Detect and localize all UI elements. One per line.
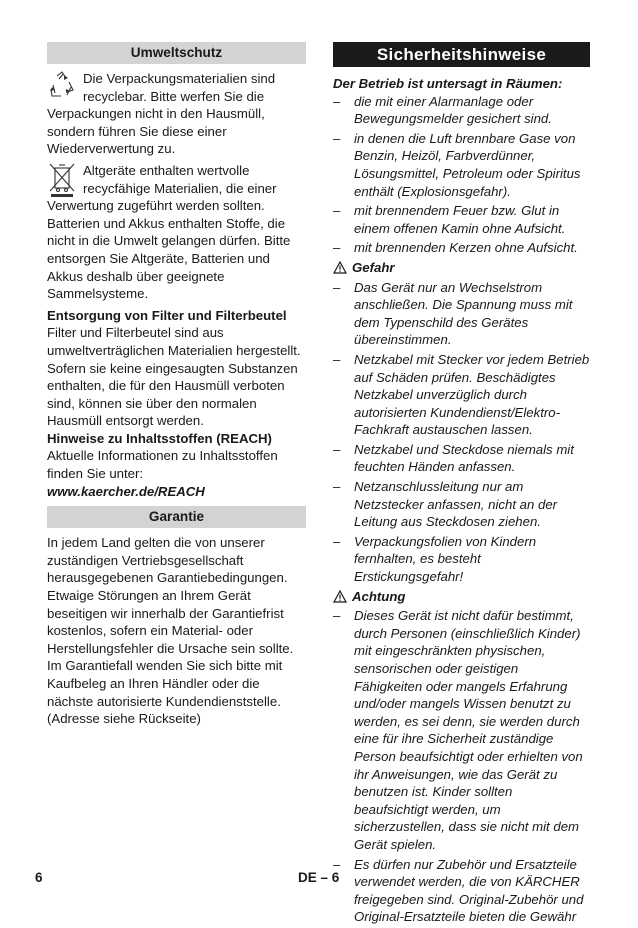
crossed-bin-icon — [47, 162, 79, 196]
list-item: – Es dürfen nur Zubehör und Ersatzteile verwendet werden, die von KÄRCHER freigegeben sind. Original-Zubehör und Original-Ersatzteile bieten die Gewähr — [333, 856, 584, 925]
filter-text: Filter und Filterbeutel sind aus umweltverträglichen Materialien hergestellt. — [47, 325, 301, 358]
achtung-list — [333, 607, 590, 926]
umwelt-text-1: Die Verpackungsmaterialien sind recyclebar. Bitte werfen Sie die Verpackungen nicht in den Hausmüll, sondern führen Sie diese einer Wiederverwertung zu. — [47, 71, 276, 157]
gefahr-heading — [333, 259, 590, 277]
gefahr-label: Gefahr — [352, 259, 395, 275]
warning-triangle-icon — [333, 261, 347, 274]
achtung-heading — [333, 588, 590, 606]
intro-text: Der Betrieb ist untersagt in Räumen: — [333, 76, 563, 91]
page-number-left: 6 — [35, 870, 43, 885]
reach-url-link[interactable]: www.kaercher.de/REACH — [47, 483, 205, 499]
umweltschutz-heading: Umweltschutz — [47, 42, 306, 64]
list-item: – Das Gerät nur an Wechselstrom anschließen. Die Spannung muss mit dem Typenschild des Gerätes übereinstimmen. — [333, 279, 573, 348]
list-item: – in denen die Luft brennbare Gase von Benzin, Heizöl, Farbverdünner, Lösungsmittel, Petroleum oder Spiritus enthält (Explosionsgefahr). — [333, 130, 581, 199]
umwelt-paragraph-2 — [47, 162, 306, 303]
warning-triangle-icon — [333, 590, 347, 603]
left-column — [47, 42, 306, 728]
list-item: – Dieses Gerät ist nicht dafür bestimmt, durch Personen (einschließlich Kinder) mit eingeschränkten physischen, sensorischen oder geistigen Fähigkeiten oder mangels Erfahrung und/oder mangels Wissen benutzt zu werden, es sei denn, sie werden durch eine für ihre Sicherheit zuständige Person beaufsichtigt oder erhielten von ihr Anweisungen, wie das Gerät zu benutzen ist. Kinder sollten beaufsichtigt werden, um sicherzustellen, dass sie nicht mit dem Gerät spielen. — [333, 608, 583, 852]
umwelt-text-2: Altgeräte enthalten wertvolle recycfähige Materialien, die einer Verwertung zugeführt werden sollten. Batterien und Akkus enthalten Stoffe, die nicht in die Umwelt gelangen dürfen. Bitte entsorgen Sie Altgeräte, Batterien und Akkus deshalb über geeignete Sammelsysteme. — [47, 162, 291, 302]
right-column — [333, 42, 590, 928]
garantie-heading: Garantie — [47, 506, 306, 528]
filter-heading: Entsorgung von Filter und Filterbeutel — [47, 307, 287, 323]
page-number-center: DE – 6 — [298, 870, 340, 885]
list-item: – die mit einer Alarmanlage oder Bewegungsmelder gesichert sind. — [333, 93, 552, 127]
garantie-text: In jedem Land gelten die von unserer zuständigen Vertriebsgesellschaft herausgegebenen Garantiebedingungen. Etwaige Störungen an Ihrem Gerät beseitigen wir innerhalb der Garantiefrist kostenlos, sofern ein Material- oder Herstellungsfehler die Ursache sein sollte. Im Garantiefall wenden Sie sich bitte mit Kaufbeleg an Ihren Händler oder die nächste autorisierte Kundendienststelle. — [47, 535, 294, 709]
recycle-icon — [47, 70, 79, 104]
list-item: – mit brennenden Kerzen ohne Aufsicht. — [333, 240, 578, 256]
list-item: – Verpackungsfolien von Kindern fernhalten, es besteht Erstickungsgefahr! — [333, 533, 537, 585]
gefahr-list — [333, 279, 590, 586]
list-item: – Netzanschlussleitung nur am Netzstecker anfassen, nicht an der Leitung aus Steckdosen ziehen. — [333, 479, 558, 530]
umwelt-paragraph-1 — [47, 70, 306, 158]
reach-text: Aktuelle Informationen zu Inhaltsstoffen finden Sie unter: — [47, 448, 278, 482]
achtung-label: Achtung — [352, 588, 406, 604]
room-restrictions-list — [333, 93, 590, 257]
list-item: – mit brennendem Feuer bzw. Glut in einem offenen Kamin ohne Aufsicht. — [333, 203, 566, 236]
filter-text-2: Sofern sie keine eingesaugten Substanzen enthalten, die für den Hausmüll verboten sind, können sie über den normalen Hausmüll entsorgt werden. — [47, 360, 298, 429]
list-item: – Netzkabel mit Stecker vor jedem Betrieb auf Schäden prüfen. Beschädigtes Netzkabel unverzüglich durch autorisierten Kundendienst/Elektro-Fachkraft austauschen lassen. — [333, 351, 590, 438]
garantie-address: (Adresse siehe Rückseite) — [47, 711, 201, 727]
reach-heading: Hinweise zu Inhaltsstoffen (REACH) — [47, 430, 272, 446]
list-item: – Netzkabel und Steckdose niemals mit feuchten Händen anfassen. — [333, 441, 574, 475]
sicherheitshinweise-heading: Sicherheitshinweise — [333, 42, 590, 67]
